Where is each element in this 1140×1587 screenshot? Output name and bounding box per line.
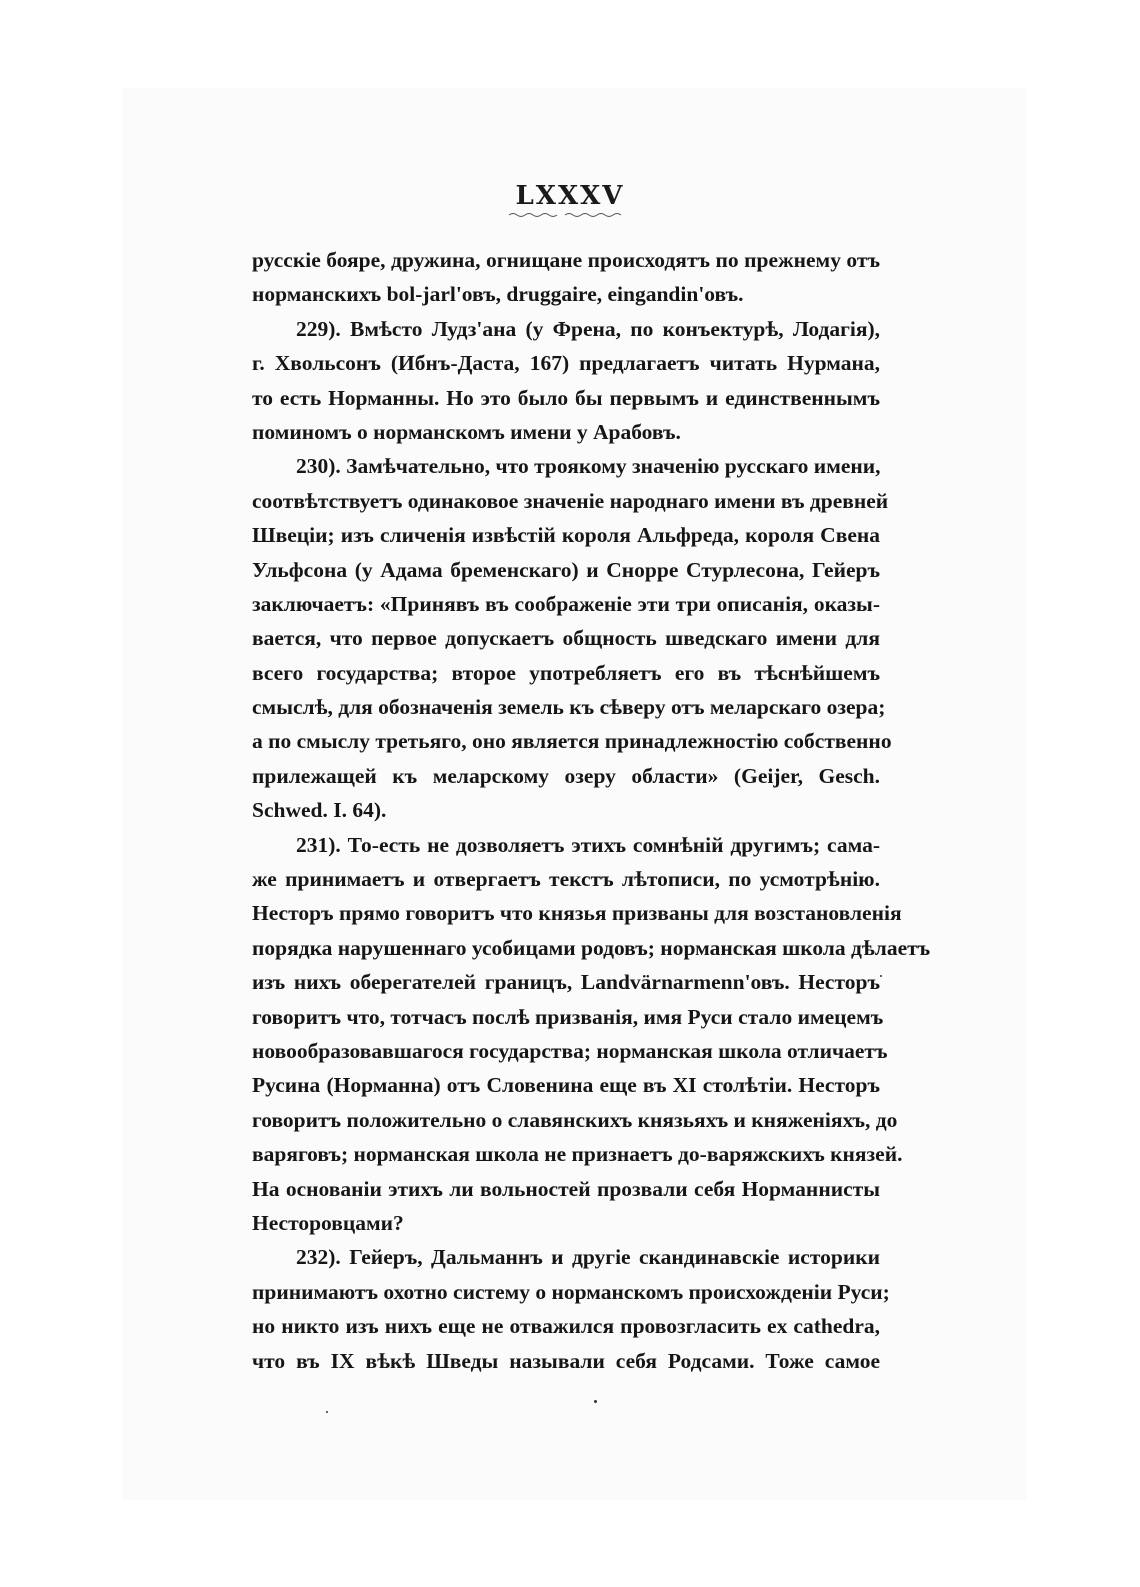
scan-speck [326, 1411, 328, 1413]
text-line: но никто изъ нихъ еще не отважился провозгласить ex cathedra, [252, 1314, 880, 1339]
text-line: Schwed. I. 64). [252, 798, 387, 823]
text-line: вается, что первое допускаетъ общность шведскаго имени для [252, 626, 880, 651]
text-line: На основаніи этихъ ли вольностей прозвали себя Норманнисты [252, 1176, 880, 1201]
text-line: прилежащей къ меларскому озеру области» (Geijer, Gesch. [252, 763, 880, 788]
text-line: же принимаетъ и отвергаетъ текстъ лѣтописи, по усмотрѣнію. [252, 867, 880, 892]
scan-speck [594, 1400, 597, 1403]
text-line: говоритъ что, тотчасъ послѣ призванія, имя Руси стало имецемъ [252, 1004, 884, 1029]
text-line: Несторъ прямо говоритъ что князья призваны для возстановленія [252, 901, 902, 926]
text-line: Ульфсона (у Адама бременскаго) и Снорре Стурлесона, Гейеръ [252, 557, 880, 582]
scan-speck [880, 975, 882, 977]
text-line: новообразовавшагося государства; норманская школа отличаетъ [252, 1038, 888, 1063]
text-line: поминомъ о норманскомъ имени у Арабовъ. [252, 419, 681, 444]
text-line: что въ IX вѣкѣ Шведы называли себя Родсами. Тоже самое [252, 1348, 880, 1373]
paragraph-231-start: 231). То-есть не дозволяетъ этихъ сомнѣній другимъ; сама- [296, 832, 880, 857]
page-number: LXXXV [515, 181, 625, 211]
text-line: Русина (Норманна) отъ Словенина еще въ XI столѣтіи. Несторъ [252, 1073, 880, 1098]
text-line: соотвѣтствуетъ одинаковое значеніе народнаго имени въ древней [252, 488, 889, 513]
text-line: г. Хвольсонъ (Ибнъ-Даста, 167) предлагаетъ читать Нурмана, [252, 351, 880, 376]
paragraph-229-start: 229). Вмѣсто Лудз'ана (у Френа, по конъектурѣ, Лодагія), [296, 316, 880, 341]
text-line: норманскихъ bol-jarl'овъ, druggaire, eingandin'овъ. [252, 282, 744, 307]
text-line: принимаютъ охотно систему о норманскомъ происхожденіи Руси; [252, 1279, 890, 1304]
text-line: порядка нарушеннаго усобицами родовъ; норманская школа дѣлаетъ [252, 935, 931, 960]
body-text [252, 243, 931, 1378]
text-line: изъ нихъ оберегателей границъ, Landvärnarmenn'овъ. Несторъ [252, 970, 880, 995]
ornamental-rule [507, 212, 623, 218]
page-header [0, 178, 1140, 214]
text-line: смыслѣ, для обозначенія земель къ сѣверу отъ меларскаго озера; [252, 695, 886, 720]
text-line: Несторовцами? [252, 1210, 404, 1235]
text-line: всего государства; второе употребляетъ его въ тѣснѣйшемъ [252, 660, 880, 685]
text-line: русскіе бояре, дружина, огнищане происходятъ по прежнему отъ [252, 248, 880, 272]
text-line: говоритъ положительно о славянскихъ князьяхъ и княженіяхъ, до [252, 1107, 898, 1132]
text-line: Швеціи; изъ сличенія извѣстій короля Альфреда, короля Свена [252, 523, 880, 548]
paragraph-230-start: 230). Замѣчательно, что троякому значенію русскаго имени, [296, 454, 881, 479]
text-line: то есть Норманны. Но это было бы первымъ и единственнымъ [252, 385, 880, 410]
text-line: заключаетъ: «Принявъ въ соображеніе эти три описанія, оказы- [252, 591, 880, 616]
text-line: а по смыслу третьяго, оно является принадлежностію собственно [252, 729, 892, 754]
text-line: варяговъ; норманская школа не признаетъ до-варяжскихъ князей. [252, 1142, 903, 1167]
paragraph-232-start: 232). Гейеръ, Дальманнъ и другіе скандинавскіе историки [296, 1245, 880, 1270]
